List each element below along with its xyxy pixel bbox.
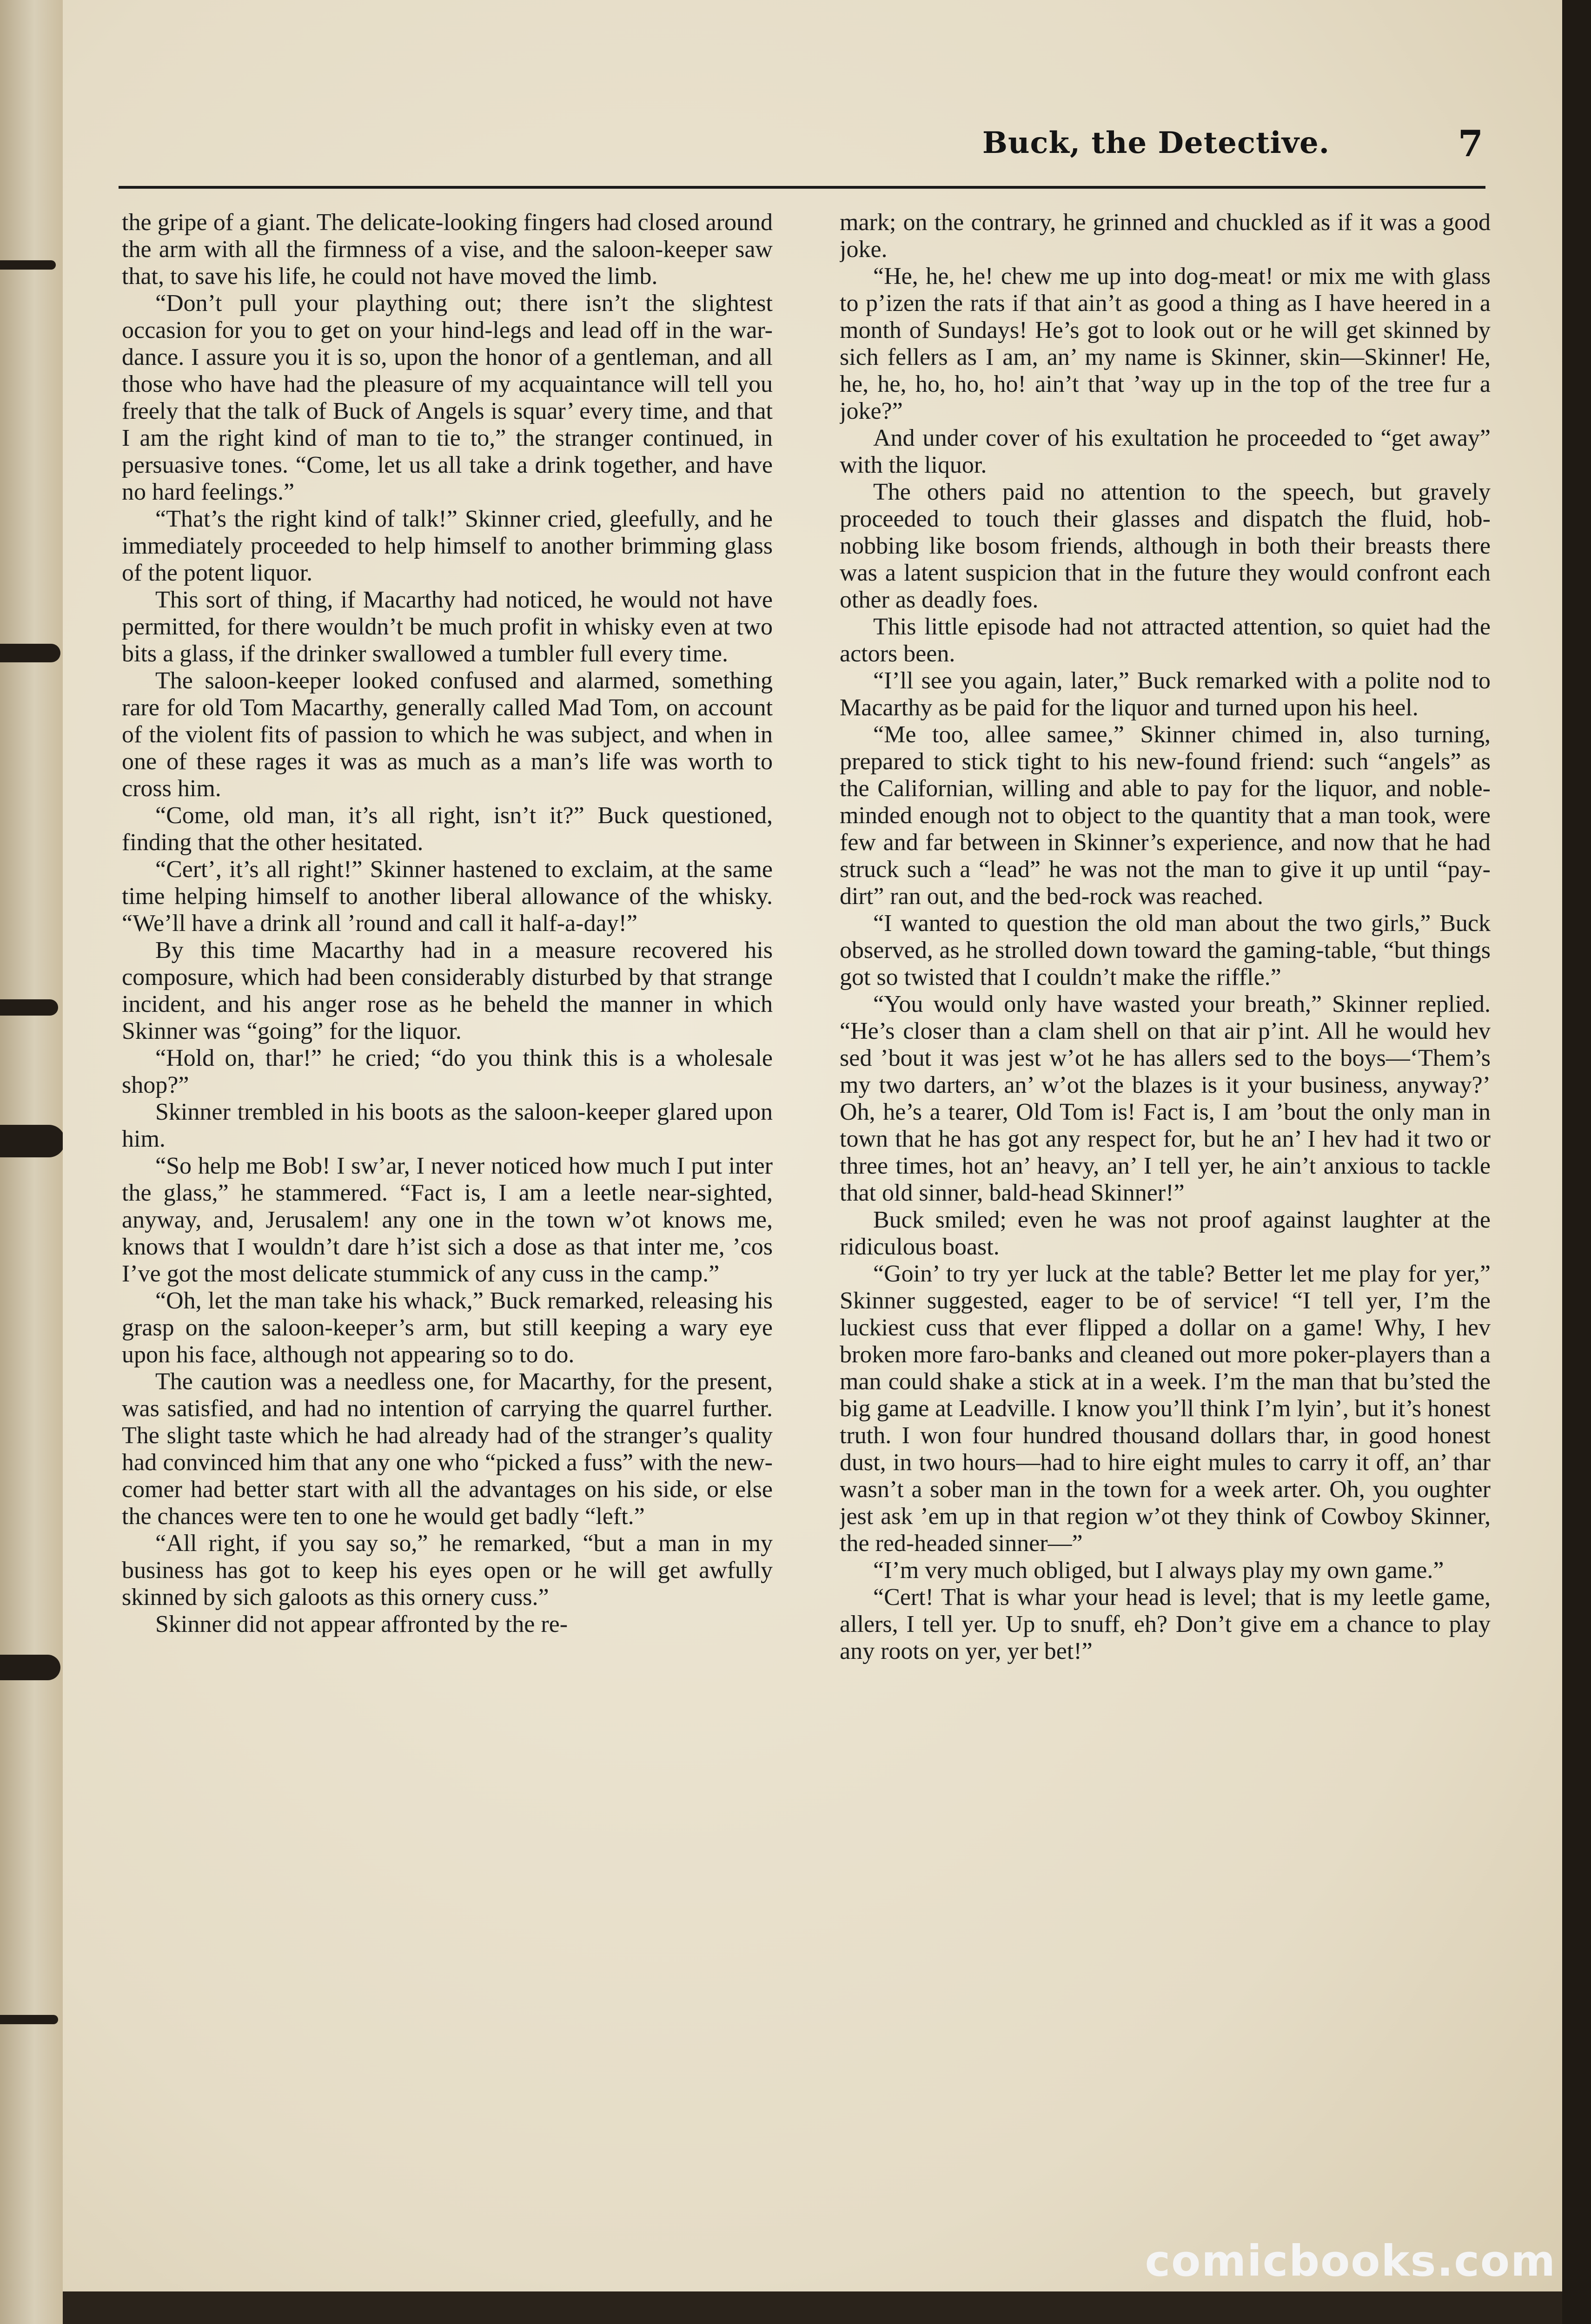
paragraph: Skinner trembled in his boots as the saloon-keeper glared upon him. <box>122 1099 773 1152</box>
paragraph: “So help me Bob! I sw’ar, I never noticed how much I put inter the glass,” he stammered. “Fact is, I am a leetle near-sighted, anyway, and, Jerusalem! any one in the town w’ot knows me, knows that I wouldn’t dare h’ist sich a dose as that inter me, ’cos I’ve got the most delicate stummick of any cuss in the camp.” <box>122 1153 773 1287</box>
binding-tab <box>0 999 58 1016</box>
left-column <box>122 209 773 2143</box>
page-number: 7 <box>1458 123 1483 165</box>
paragraph: The saloon-keeper looked confused and alarmed, something rare for old Tom Macarthy, generally called Mad Tom, on account of the violent fits of passion to which he was subject, and when in one of these rages it was as much as a man’s life was worth to cross him. <box>122 667 773 802</box>
paragraph: “He, he, he! chew me up into dog-meat! or mix me with glass to p’izen the rats if that ain’t as good a thing as I have heered in a month of Sundays! He’s got to look out or he will get skinned by sich fellers as I am, an’ my name is Skinner, skin—Skinner! He, he, he, ho, ho, ho! ain’t that ’way up in the top of the tree fur a joke?” <box>840 263 1491 424</box>
paragraph: Buck smiled; even he was not proof against laughter at the ridiculous boast. <box>840 1207 1491 1260</box>
binding-tab <box>0 1655 60 1680</box>
paragraph: “All right, if you say so,” he remarked, “but a man in my business has got to keep his eyes open or he will get awfully skinned by sich galoots as this ornery cuss.” <box>122 1530 773 1611</box>
binding-tab <box>0 2015 58 2024</box>
paragraph: Skinner did not appear affronted by the re- <box>155 1611 568 1637</box>
paragraph: And under cover of his exultation he proceeded to “get away” with the liquor. <box>840 425 1491 478</box>
paragraph: “I’m very much obliged, but I always play my own game.” <box>873 1557 1444 1584</box>
page-bottom-edge <box>63 2291 1562 2324</box>
binding-tab <box>0 260 56 270</box>
paragraph: “Goin’ to try yer luck at the table? Better let me play for yer,” Skinner suggested, eager to be of service! “I tell yer, I’m the luckiest cuss that ever flipped a dollar on a game! Why, I hev broken more faro-banks and cleaned out more poker-players than a man could shake a stick at in a week. I’m the man that bu’sted the big game at Leadville. I know you’ll think I’m lyin’, but it’s honest truth. I won four hundred thousand dollars thar, in good honest dust, in two hours—had to hire eight mules to carry it off, an’ thar wasn’t a sober man in the town for a week arter. Oh, you oughter jest ask ’em up in that region w’ot they think of Cowboy Skinner, the red-headed sinner—” <box>840 1261 1491 1557</box>
paragraph: “Cert’, it’s all right!” Skinner hastened to exclaim, at the same time helping himself to another liberal allowance of the whisky. “We’ll have a drink all ’round and call it half-a-day!” <box>122 856 773 937</box>
paragraph: “I wanted to question the old man about the two girls,” Buck observed, as he strolled down toward the gaming-table, “but things got so twisted that I couldn’t make the riffle.” <box>840 910 1491 990</box>
paragraph: “Hold on, thar!” he cried; “do you think this is a wholesale shop?” <box>122 1045 773 1098</box>
paragraph: “You would only have wasted your breath,” Skinner replied. “He’s closer than a clam shell on that air p’int. All he would hev sed ’bout it was jest w’ot he has allers sed to the boys—‘Them’s my two darters, an’ w’ot the blazes is it your business, anyway?’ Oh, he’s a tearer, Old Tom is! Fact is, I am ’bout the only man in town that he has got any respect for, but he an’ I hev had it two or three times, hot an’ heavy, an’ I tell yer, he ain’t anxious to tackle that old sinner, bald-head Skinner!” <box>840 991 1491 1206</box>
paragraph: “That’s the right kind of talk!” Skinner cried, gleefully, and he immediately proceeded to help himself to another brimming glass of the potent liquor. <box>122 506 773 586</box>
paragraph: “Me too, allee samee,” Skinner chimed in, also turning, prepared to stick tight to his new-found friend: such “angels” as the Californian, willing and able to pay for the liquor, and noble-minded enough not to object to the quantity that a man took, were few and far between in Skinner’s experience, and now that he had struck such a “lead” he was not the man to give it up until “pay-dirt” ran out, and the bed-rock was reached. <box>840 721 1491 910</box>
watermark: comicbooks.com <box>1145 2236 1556 2286</box>
binding-tab <box>0 1125 65 1157</box>
right-column <box>840 209 1491 2143</box>
paragraph: “Cert! That is whar your head is level; that is my leetle game, allers, I tell yer. Up to snuff, eh? Don’t give em a chance to play any roots on yer, yer bet!” <box>840 1584 1491 1664</box>
binding-tab <box>0 644 60 662</box>
paragraph: This sort of thing, if Macarthy had noticed, he would not have permitted, for there wouldn’t be much profit in whisky even at two bits a glass, if the drinker swallowed a tumbler full every time. <box>122 587 773 667</box>
paragraph: the gripe of a giant. The delicate-looking fingers had closed around the arm with all the firmness of a vise, and the saloon-keeper saw that, to save his life, he could not have moved the limb. <box>122 209 773 290</box>
paragraph: The others paid no attention to the speech, but gravely proceeded to touch their glasses and dispatch the fluid, hob-nobbing like bosom friends, although in both their breasts there was a latent suspicion that in the future they would confront each other as deadly foes. <box>840 479 1491 613</box>
paragraph: “Oh, let the man take his whack,” Buck remarked, releasing his grasp on the saloon-keeper’s arm, but still keeping a wary eye upon his face, although not appearing so to do. <box>122 1287 773 1368</box>
paragraph: “Come, old man, it’s all right, isn’t it?” Buck questioned, finding that the other hesitated. <box>122 802 773 856</box>
page-header <box>121 125 1483 177</box>
paragraph: By this time Macarthy had in a measure recovered his composure, which had been considerably disturbed by that strange incident, and his anger rose as he beheld the manner in which Skinner was “going” for the liquor. <box>122 937 773 1044</box>
paragraph: mark; on the contrary, he grinned and chuckled as if it was a good joke. <box>840 209 1491 263</box>
paragraph: This little episode had not attracted attention, so quiet had the actors been. <box>840 614 1491 667</box>
paragraph: “I’ll see you again, later,” Buck remarked with a polite nod to Macarthy as be paid for the liquor and turned upon his heel. <box>840 667 1491 721</box>
paragraph: The caution was a needless one, for Macarthy, for the present, was satisfied, and had no intention of carrying the quarrel further. The slight taste which he had already had of the stranger’s quality had convinced him that any one who “picked a fuss” with the new-comer had better start with all the advantages on his side, or else the chances were ten to one he would get badly “left.” <box>122 1368 773 1530</box>
header-rule <box>119 186 1485 189</box>
paragraph: “Don’t pull your plaything out; there isn’t the slightest occasion for you to get on your hind-legs and lead off in the war-dance. I assure you it is so, upon the honor of a gentleman, and all those who have had the pleasure of my acquaintance will tell you freely that the talk of Buck of Angels is squar’ every time, and that I am the right kind of man to tie to,” the stranger continued, in persuasive tones. “Come, let us all take a drink together, and have no hard feelings.” <box>122 290 773 505</box>
running-head: Buck, the Detective. <box>982 125 1330 160</box>
binding-strip <box>0 0 63 2324</box>
